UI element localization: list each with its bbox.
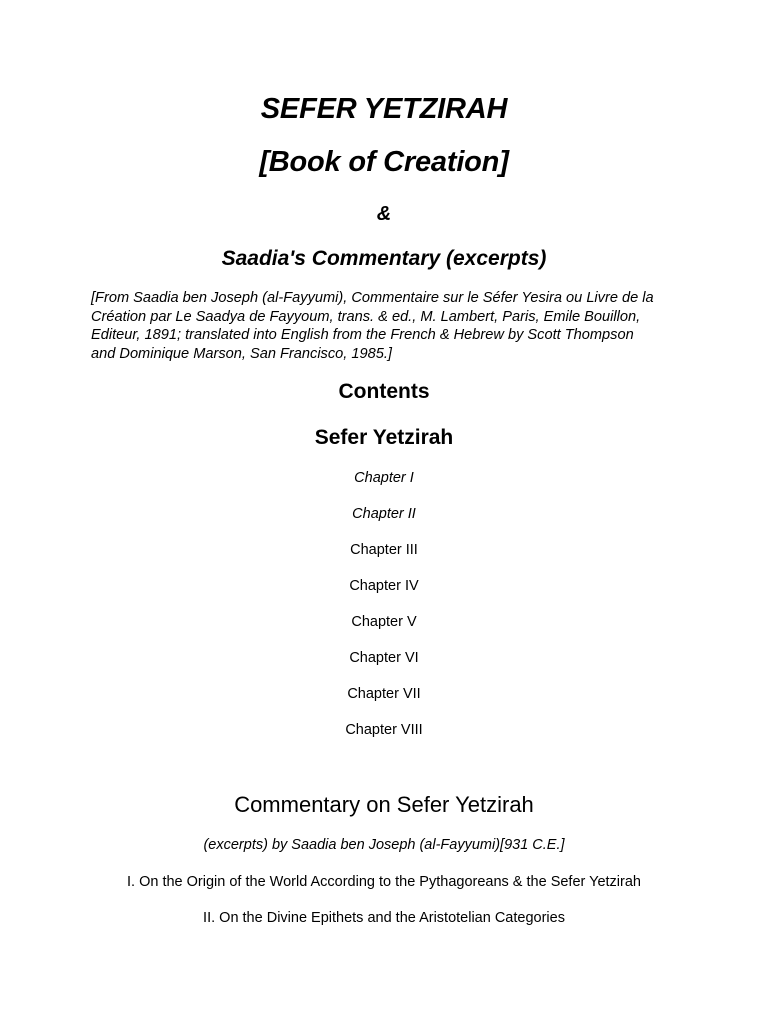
chapter-link-7[interactable]: Chapter VII xyxy=(347,686,421,702)
chapter-link-2[interactable]: Chapter II xyxy=(352,506,416,522)
chapter-link-1[interactable]: Chapter I xyxy=(354,470,414,486)
source-note-line: and Dominique Marson, San Francisco, 1985.] xyxy=(91,345,392,362)
chapter-link-4[interactable]: Chapter IV xyxy=(349,578,419,594)
chapter-link-8[interactable]: Chapter VIII xyxy=(345,722,423,738)
sefer-yetzirah-heading: Sefer Yetzirah xyxy=(314,426,454,449)
commentary-heading: Commentary on Sefer Yetzirah xyxy=(234,792,534,817)
chapter-link-6[interactable]: Chapter VI xyxy=(349,650,419,666)
source-note-line: Création par Le Saadya de Fayyoum, trans. & ed., M. Lambert, Paris, Emile Bouillon, xyxy=(91,308,641,325)
contents-heading: Contents xyxy=(338,380,430,403)
source-note-line: Editeur, 1891; translated into English from the French & Hebrew by Scott Thompson xyxy=(91,327,634,343)
source-note-line: [From Saadia ben Joseph (al-Fayyumi), Commentaire sur le Séfer Yesira ou Livre de la xyxy=(91,290,654,306)
document-title: SEFER YETZIRAH xyxy=(260,93,508,125)
source-note xyxy=(91,289,691,363)
commentary-section-link-1[interactable]: I. On the Origin of the World According to the Pythagoreans & the Sefer Yetzirah xyxy=(127,874,641,890)
document-subtitle: [Book of Creation] xyxy=(259,146,509,178)
commentary-title: Saadia's Commentary (excerpts) xyxy=(221,247,547,270)
commentary-section-link-2[interactable]: II. On the Divine Epithets and the Aristotelian Categories xyxy=(203,910,565,926)
chapter-link-5[interactable]: Chapter V xyxy=(351,614,417,630)
chapter-link-3[interactable]: Chapter III xyxy=(350,542,418,558)
title-ampersand: & xyxy=(376,203,392,225)
commentary-excerpt-note: (excerpts) by Saadia ben Joseph (al-Fayyumi)[931 C.E.] xyxy=(203,837,565,853)
